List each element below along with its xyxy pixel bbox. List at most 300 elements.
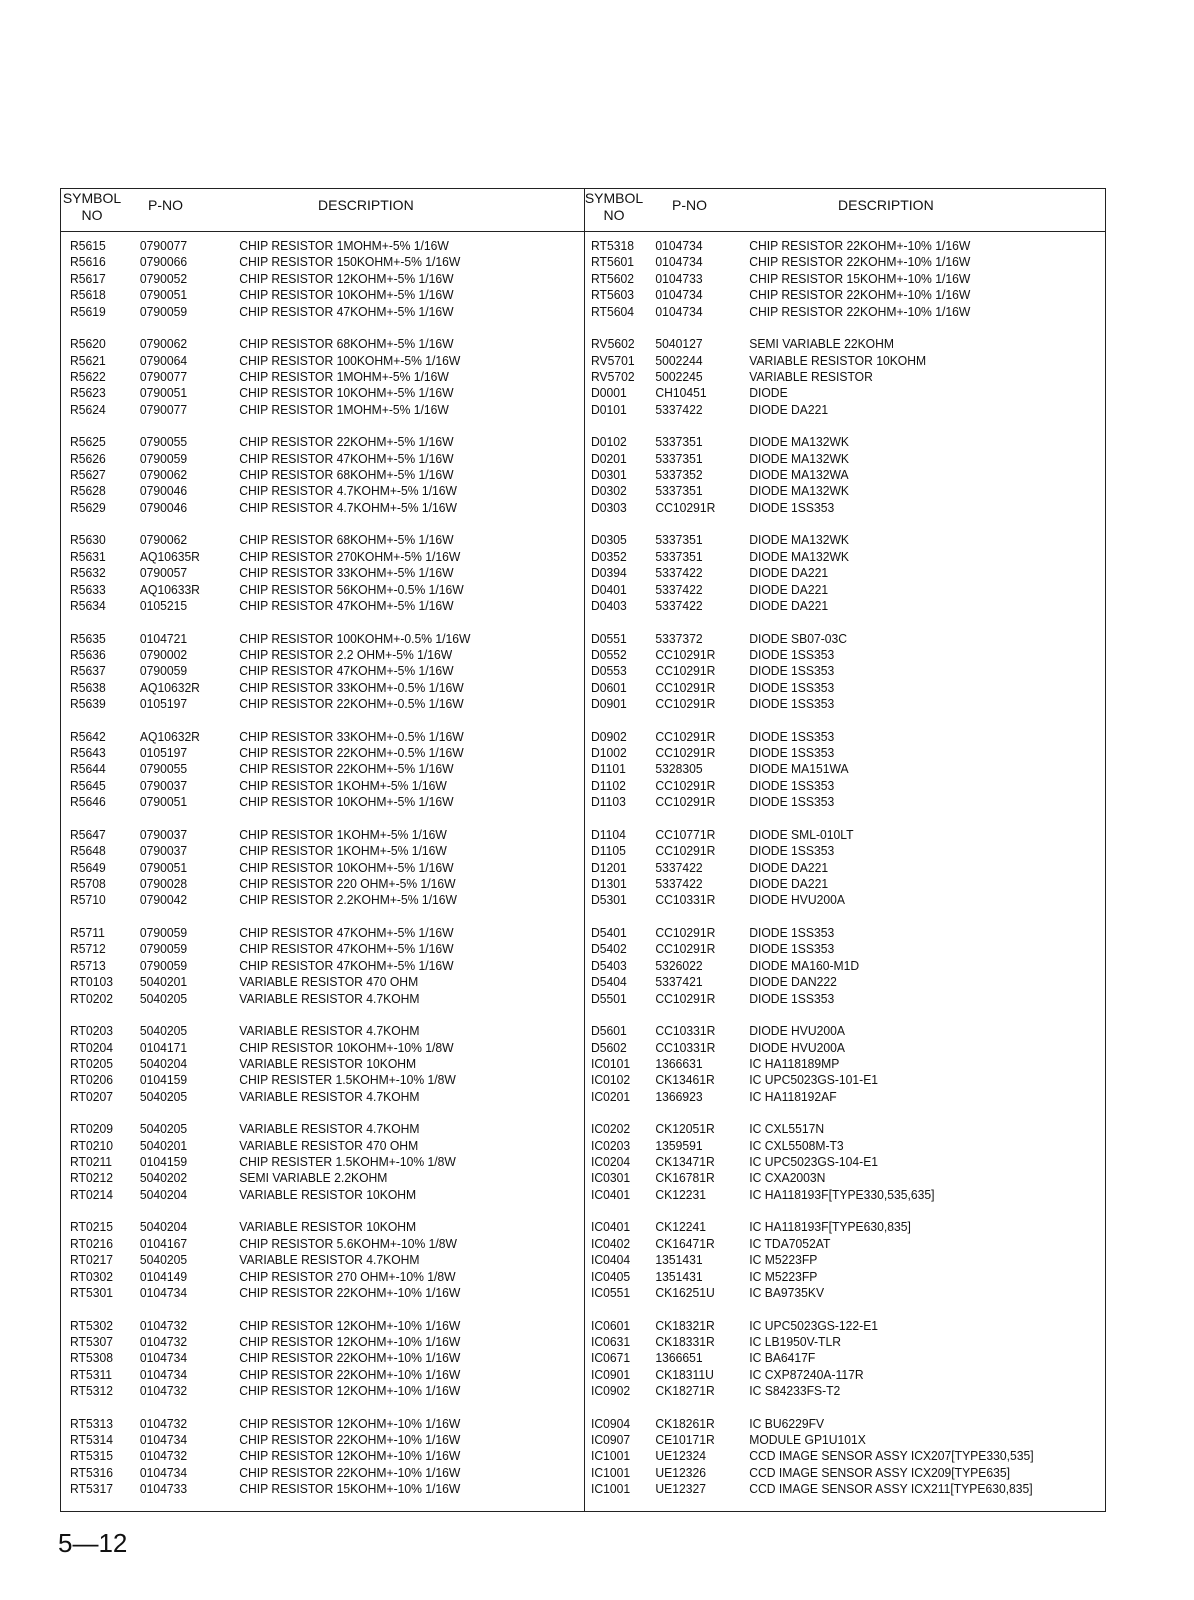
table-row bbox=[70, 1334, 530, 1350]
table-row bbox=[591, 549, 1056, 565]
left-header-pno: P-NO bbox=[148, 197, 183, 213]
description: IC HA118189MP bbox=[749, 1055, 840, 1071]
description: CHIP RESISTOR 33KOHM+-0.5% 1/16W bbox=[239, 679, 464, 695]
parts-group bbox=[591, 1121, 1096, 1203]
symbol-no: RT0203 bbox=[70, 1023, 113, 1039]
left-header-symbol bbox=[60, 190, 124, 224]
part-no: 0790052 bbox=[139, 270, 188, 286]
part-no: 0104734 bbox=[655, 303, 703, 319]
parts-group bbox=[591, 925, 1096, 1007]
right-header-pno: P-NO bbox=[672, 197, 707, 213]
symbol-no: D5402 bbox=[591, 941, 627, 957]
page-number: 5—12 bbox=[58, 1528, 128, 1558]
part-no: 0790062 bbox=[139, 336, 188, 352]
part-no: 5337422 bbox=[655, 876, 703, 892]
part-no: CK12241 bbox=[655, 1219, 706, 1235]
description: CHIP RESISTOR 1MOHM+-5% 1/16W bbox=[239, 368, 449, 384]
table-row bbox=[70, 238, 530, 254]
part-no: 0790028 bbox=[139, 876, 188, 892]
symbol-no: RT0205 bbox=[70, 1055, 113, 1071]
table-row bbox=[70, 532, 530, 548]
description: CHIP RESISTOR 47KOHM+-5% 1/16W bbox=[239, 941, 454, 957]
parts-group bbox=[70, 1023, 570, 1105]
part-no: 0790046 bbox=[139, 499, 188, 515]
table-row bbox=[70, 860, 530, 876]
symbol-no: R5639 bbox=[70, 696, 106, 712]
symbol-no: IC0204 bbox=[591, 1154, 631, 1170]
description: CCD IMAGE SENSOR ASSY ICX207[TYPE330,535] bbox=[749, 1448, 1034, 1464]
symbol-no: IC0902 bbox=[591, 1383, 631, 1399]
part-no: 5328305 bbox=[655, 761, 703, 777]
table-row bbox=[591, 1056, 1056, 1072]
symbol-no: RT0215 bbox=[70, 1219, 113, 1235]
table-row bbox=[70, 549, 530, 565]
symbol-no: R5627 bbox=[70, 467, 106, 483]
part-no: 0104159 bbox=[139, 1072, 188, 1088]
description: CHIP RESISTOR 47KOHM+-5% 1/16W bbox=[239, 303, 454, 319]
table-row bbox=[591, 1023, 1056, 1039]
part-no: 5002244 bbox=[655, 352, 703, 368]
description: CHIP RESISTOR 12KOHM+-10% 1/16W bbox=[239, 1448, 461, 1464]
description: DIODE MA151WA bbox=[749, 761, 849, 777]
part-no: CC10291R bbox=[655, 941, 716, 957]
symbol-no: RT0204 bbox=[70, 1039, 113, 1055]
part-no: 5040201 bbox=[139, 974, 188, 990]
parts-group bbox=[70, 925, 570, 1007]
table-row bbox=[70, 1367, 530, 1383]
symbol-no: R5708 bbox=[70, 876, 106, 892]
table-row bbox=[70, 1350, 530, 1366]
description: CHIP RESISTOR 12KOHM+-5% 1/16W bbox=[239, 270, 454, 286]
part-no: AQ10632R bbox=[139, 728, 200, 744]
symbol-no: R5645 bbox=[70, 777, 106, 793]
symbol-no: R5711 bbox=[70, 924, 105, 940]
description: CHIP RESISTOR 2.2 OHM+-5% 1/16W bbox=[239, 646, 453, 662]
symbol-no: R5630 bbox=[70, 532, 106, 548]
part-no: 0790059 bbox=[139, 924, 188, 940]
part-no: CK16471R bbox=[655, 1235, 715, 1251]
description: DIODE MA132WK bbox=[749, 483, 850, 499]
part-no: CH10451 bbox=[655, 385, 707, 401]
table-row bbox=[591, 1269, 1056, 1285]
symbol-no: IC0551 bbox=[591, 1284, 631, 1300]
parts-group bbox=[70, 1121, 570, 1203]
symbol-no: R5642 bbox=[70, 728, 106, 744]
description: CHIP RESISTOR 10KOHM+-5% 1/16W bbox=[239, 794, 454, 810]
table-row bbox=[591, 843, 1056, 859]
part-no: 5040202 bbox=[139, 1170, 188, 1186]
table-row bbox=[70, 1154, 530, 1170]
symbol-no: RT0210 bbox=[70, 1137, 113, 1153]
symbol-no: IC0404 bbox=[591, 1252, 631, 1268]
table-row bbox=[70, 369, 530, 385]
symbol-no: RT5313 bbox=[70, 1415, 113, 1431]
symbol-no: RT5315 bbox=[70, 1448, 113, 1464]
table-row bbox=[591, 958, 1056, 974]
part-no: AQ10632R bbox=[139, 679, 200, 695]
table-row bbox=[70, 385, 530, 401]
table-row bbox=[591, 974, 1056, 990]
table-row bbox=[591, 304, 1056, 320]
description: CHIP RESISTOR 1KOHM+-5% 1/16W bbox=[239, 826, 447, 842]
table-row bbox=[591, 434, 1056, 450]
table-row bbox=[70, 778, 530, 794]
part-no: CC10291R bbox=[655, 843, 716, 859]
part-no: CK12231 bbox=[655, 1186, 706, 1202]
description: DIODE MA132WK bbox=[749, 548, 850, 564]
part-no: 0104734 bbox=[655, 238, 703, 253]
symbol-no: R5622 bbox=[70, 368, 106, 384]
part-no: CC10291R bbox=[655, 794, 716, 810]
symbol-no: R5628 bbox=[70, 483, 106, 499]
description: CHIP RESISTOR 15KOHM+-10% 1/16W bbox=[239, 1481, 461, 1497]
description: DIODE HVU200A bbox=[749, 892, 845, 908]
parts-group bbox=[591, 532, 1096, 614]
part-no: 0104733 bbox=[655, 270, 703, 286]
table-row bbox=[70, 1269, 530, 1285]
parts-group bbox=[70, 729, 570, 811]
symbol-no: IC1001 bbox=[591, 1481, 631, 1497]
symbol-no: D0303 bbox=[591, 499, 627, 515]
table-row bbox=[70, 451, 530, 467]
part-no: 5337422 bbox=[655, 597, 703, 613]
symbol-no: R5633 bbox=[70, 581, 106, 597]
table-row bbox=[591, 483, 1056, 499]
symbol-no: RT5601 bbox=[591, 254, 634, 270]
description: VARIABLE RESISTOR 10KOHM bbox=[239, 1055, 417, 1071]
parts-group bbox=[70, 827, 570, 909]
symbol-no: R5644 bbox=[70, 761, 106, 777]
symbol-no: RT5317 bbox=[70, 1481, 113, 1497]
part-no: CC10291R bbox=[655, 990, 716, 1006]
table-row bbox=[70, 631, 530, 647]
part-no: 0104721 bbox=[139, 630, 188, 646]
table-row bbox=[70, 958, 530, 974]
part-no: 1366631 bbox=[655, 1055, 703, 1071]
table-row bbox=[591, 876, 1056, 892]
table-row bbox=[70, 402, 530, 418]
symbol-no: D5602 bbox=[591, 1039, 627, 1055]
symbol-no: D0553 bbox=[591, 663, 627, 679]
symbol-no: RT5314 bbox=[70, 1432, 113, 1448]
part-no: 0104171 bbox=[139, 1039, 188, 1055]
symbol-no: D0101 bbox=[591, 401, 627, 417]
table-row bbox=[70, 1481, 530, 1497]
description: CHIP RESISTOR 68KOHM+-5% 1/16W bbox=[239, 467, 454, 483]
symbol-no: R5623 bbox=[70, 385, 106, 401]
table-row bbox=[70, 680, 530, 696]
description: DIODE 1SS353 bbox=[749, 499, 835, 515]
part-no: 1366923 bbox=[655, 1088, 703, 1104]
part-no: 0104732 bbox=[139, 1317, 188, 1333]
symbol-no: R5643 bbox=[70, 745, 106, 761]
table-row bbox=[591, 1465, 1056, 1481]
symbol-no: D1103 bbox=[591, 794, 626, 810]
table-row bbox=[70, 1072, 530, 1088]
description: DIODE MA132WA bbox=[749, 467, 849, 483]
symbol-no: R5713 bbox=[70, 957, 106, 973]
symbol-no: RT5311 bbox=[70, 1366, 113, 1382]
table-row bbox=[591, 729, 1056, 745]
symbol-no: D1201 bbox=[591, 859, 627, 875]
symbol-no: IC0405 bbox=[591, 1268, 631, 1284]
description: DIODE 1SS353 bbox=[749, 794, 835, 810]
description: IC CXA2003N bbox=[749, 1170, 826, 1186]
symbol-no: R5624 bbox=[70, 401, 106, 417]
part-no: 0790077 bbox=[139, 238, 188, 253]
symbol-no: R5648 bbox=[70, 843, 106, 859]
description: CHIP RESISTOR 33KOHM+-5% 1/16W bbox=[239, 565, 454, 581]
part-no: CK16781R bbox=[655, 1170, 715, 1186]
part-no: 0104734 bbox=[139, 1464, 188, 1480]
column-divider bbox=[584, 188, 585, 1512]
description: VARIABLE RESISTOR 10KOHM bbox=[239, 1219, 417, 1235]
symbol-no: RT5308 bbox=[70, 1350, 113, 1366]
symbol-no: RT5602 bbox=[591, 270, 634, 286]
description: CHIP RESISTOR 33KOHM+-0.5% 1/16W bbox=[239, 728, 464, 744]
table-row bbox=[70, 1121, 530, 1137]
part-no: CK13471R bbox=[655, 1154, 715, 1170]
parts-group bbox=[70, 1219, 570, 1301]
parts-group bbox=[591, 1416, 1096, 1498]
table-row bbox=[70, 353, 530, 369]
description: DIODE 1SS353 bbox=[749, 696, 835, 712]
description: DIODE 1SS353 bbox=[749, 941, 835, 957]
part-no: 5337422 bbox=[655, 401, 703, 417]
part-no: 0105215 bbox=[139, 597, 188, 613]
symbol-no: D0403 bbox=[591, 597, 627, 613]
table-row bbox=[70, 876, 530, 892]
description: CHIP RESISTOR 22KOHM+-5% 1/16W bbox=[239, 761, 454, 777]
part-no: 0790077 bbox=[139, 401, 188, 417]
description: CHIP RESISTOR 10KOHM+-5% 1/16W bbox=[239, 385, 454, 401]
description: CHIP RESISTOR 100KOHM+-5% 1/16W bbox=[239, 352, 461, 368]
description: CHIP RESISTOR 1KOHM+-5% 1/16W bbox=[239, 843, 447, 859]
part-no: AQ10633R bbox=[139, 581, 200, 597]
symbol-no: IC0402 bbox=[591, 1235, 631, 1251]
description: IC BA9735KV bbox=[749, 1284, 825, 1300]
symbol-no: IC0203 bbox=[591, 1137, 631, 1153]
right-parts-column bbox=[591, 238, 1096, 1514]
table-row bbox=[591, 1285, 1056, 1301]
description: CHIP RESISTOR 2.2KOHM+-5% 1/16W bbox=[239, 892, 457, 908]
part-no: 0790059 bbox=[139, 303, 188, 319]
table-row bbox=[591, 991, 1056, 1007]
table-row bbox=[70, 1040, 530, 1056]
symbol-no: R5615 bbox=[70, 238, 106, 253]
description: VARIABLE RESISTOR 10KOHM bbox=[749, 352, 927, 368]
table-row bbox=[591, 353, 1056, 369]
header-symbol-line1: SYMBOL bbox=[584, 190, 644, 206]
part-no: 0104167 bbox=[139, 1235, 188, 1251]
description: CHIP RESISTOR 47KOHM+-5% 1/16W bbox=[239, 924, 454, 940]
description: CHIP RESISTOR 10KOHM+-5% 1/16W bbox=[239, 287, 454, 303]
left-parts-column bbox=[70, 238, 570, 1514]
part-no: 0104734 bbox=[139, 1284, 188, 1300]
part-no: 1351431 bbox=[655, 1268, 703, 1284]
header-rule bbox=[60, 231, 1106, 232]
description: CHIP RESISTOR 150KOHM+-5% 1/16W bbox=[239, 254, 461, 270]
table-row bbox=[591, 1138, 1056, 1154]
description: VARIABLE RESISTOR 4.7KOHM bbox=[239, 1088, 420, 1104]
part-no: 5337351 bbox=[655, 532, 703, 548]
description: VARIABLE RESISTOR bbox=[749, 368, 873, 384]
table-row bbox=[70, 729, 530, 745]
table-row bbox=[70, 1089, 530, 1105]
table-row bbox=[70, 941, 530, 957]
table-row bbox=[591, 860, 1056, 876]
description: IC UPC5023GS-122-E1 bbox=[749, 1317, 879, 1333]
table-row bbox=[591, 1219, 1056, 1235]
symbol-no: IC0601 bbox=[591, 1317, 631, 1333]
table-row bbox=[591, 402, 1056, 418]
table-row bbox=[70, 745, 530, 761]
part-no: CC10291R bbox=[655, 777, 716, 793]
symbol-no: D5403 bbox=[591, 957, 627, 973]
part-no: CC10291R bbox=[655, 663, 716, 679]
part-no: 0790051 bbox=[139, 287, 188, 303]
part-no: 0790051 bbox=[139, 385, 188, 401]
symbol-no: D0902 bbox=[591, 728, 627, 744]
parts-group bbox=[70, 631, 570, 713]
symbol-no: RT5312 bbox=[70, 1383, 113, 1399]
table-row bbox=[70, 1285, 530, 1301]
table-row bbox=[591, 663, 1056, 679]
header-symbol-line2: NO bbox=[603, 207, 625, 223]
symbol-no: R5625 bbox=[70, 434, 106, 450]
symbol-no: D0901 bbox=[591, 696, 627, 712]
table-row bbox=[591, 1334, 1056, 1350]
part-no: CC10291R bbox=[655, 696, 716, 712]
table-row bbox=[591, 1448, 1056, 1464]
description: IC M5223FP bbox=[749, 1252, 818, 1268]
table-row bbox=[70, 696, 530, 712]
symbol-no: R5617 bbox=[70, 270, 106, 286]
description: CHIP RESISTOR 100KOHM+-0.5% 1/16W bbox=[239, 630, 471, 646]
part-no: 0790051 bbox=[139, 859, 188, 875]
table-row bbox=[70, 1187, 530, 1203]
symbol-no: R5712 bbox=[70, 941, 106, 957]
table-row bbox=[70, 1448, 530, 1464]
description: CHIP RESISTER 1.5KOHM+-10% 1/8W bbox=[239, 1072, 456, 1088]
part-no: 5040204 bbox=[139, 1219, 188, 1235]
part-no: 0104734 bbox=[139, 1350, 188, 1366]
part-no: 5040127 bbox=[655, 336, 703, 352]
description: CHIP RESISTOR 22KOHM+-10% 1/16W bbox=[239, 1350, 461, 1366]
table-row bbox=[591, 631, 1056, 647]
table-row bbox=[70, 1219, 530, 1235]
symbol-no: RV5702 bbox=[591, 368, 635, 384]
description: DIODE 1SS353 bbox=[749, 777, 835, 793]
description: VARIABLE RESISTOR 4.7KOHM bbox=[239, 1252, 420, 1268]
table-row bbox=[70, 827, 530, 843]
part-no: 0790059 bbox=[139, 663, 188, 679]
symbol-no: R5649 bbox=[70, 859, 106, 875]
parts-group bbox=[591, 434, 1096, 516]
table-row bbox=[591, 1040, 1056, 1056]
part-no: 0104732 bbox=[139, 1415, 188, 1431]
description: IC CXL5508M-T3 bbox=[749, 1137, 844, 1153]
right-header-symbol bbox=[582, 190, 646, 224]
description: SEMI VARIABLE 2.2KOHM bbox=[239, 1170, 388, 1186]
symbol-no: R5626 bbox=[70, 450, 106, 466]
symbol-no: RT0216 bbox=[70, 1235, 113, 1251]
part-no: 0790059 bbox=[139, 957, 188, 973]
part-no: 0790037 bbox=[139, 843, 188, 859]
table-row bbox=[591, 794, 1056, 810]
part-no: 5337351 bbox=[655, 548, 703, 564]
description: DIODE HVU200A bbox=[749, 1023, 845, 1039]
symbol-no: IC0671 bbox=[591, 1350, 631, 1366]
part-no: 5040205 bbox=[139, 1252, 188, 1268]
symbol-no: RT0202 bbox=[70, 990, 113, 1006]
description: CHIP RESISTOR 12KOHM+-10% 1/16W bbox=[239, 1415, 461, 1431]
part-no: 0790037 bbox=[139, 826, 188, 842]
symbol-no: D5501 bbox=[591, 990, 627, 1006]
part-no: 0790059 bbox=[139, 450, 188, 466]
description: CHIP RESISTOR 10KOHM+-5% 1/16W bbox=[239, 859, 454, 875]
description: VARIABLE RESISTOR 4.7KOHM bbox=[239, 1023, 420, 1039]
table-row bbox=[591, 287, 1056, 303]
description: CHIP RESISTER 1.5KOHM+-10% 1/8W bbox=[239, 1154, 456, 1170]
table-row bbox=[70, 304, 530, 320]
part-no: 5040205 bbox=[139, 990, 188, 1006]
table-row bbox=[70, 467, 530, 483]
symbol-no: R5710 bbox=[70, 892, 106, 908]
description: CHIP RESISTOR 56KOHM+-0.5% 1/16W bbox=[239, 581, 464, 597]
description: CHIP RESISTOR 68KOHM+-5% 1/16W bbox=[239, 532, 454, 548]
part-no: 0104734 bbox=[139, 1366, 188, 1382]
symbol-no: RT0302 bbox=[70, 1268, 113, 1284]
parts-group bbox=[591, 1023, 1096, 1105]
part-no: CC10331R bbox=[655, 892, 716, 908]
table-row bbox=[591, 1383, 1056, 1399]
parts-group bbox=[591, 238, 1096, 320]
part-no: 5040204 bbox=[139, 1055, 188, 1071]
table-row bbox=[70, 434, 530, 450]
table-row bbox=[591, 647, 1056, 663]
description: CHIP RESISTOR 22KOHM+-10% 1/16W bbox=[749, 303, 971, 319]
symbol-no: R5621 bbox=[70, 352, 106, 368]
part-no: 1351431 bbox=[655, 1252, 703, 1268]
part-no: 0104734 bbox=[139, 1432, 188, 1448]
parts-group bbox=[591, 1219, 1096, 1301]
symbol-no: IC0101 bbox=[591, 1055, 631, 1071]
table-row bbox=[70, 925, 530, 941]
part-no: CC10771R bbox=[655, 826, 716, 842]
symbol-no: R5619 bbox=[70, 303, 106, 319]
part-no: CC10291R bbox=[655, 728, 716, 744]
parts-group bbox=[70, 532, 570, 614]
table-row bbox=[70, 271, 530, 287]
parts-group bbox=[70, 1318, 570, 1400]
part-no: 0105197 bbox=[139, 696, 188, 712]
description: CHIP RESISTOR 22KOHM+-0.5% 1/16W bbox=[239, 696, 464, 712]
symbol-no: D5601 bbox=[591, 1023, 627, 1039]
table-row bbox=[591, 1416, 1056, 1432]
symbol-no: D5401 bbox=[591, 924, 627, 940]
description: MODULE GP1U101X bbox=[749, 1432, 866, 1448]
table-row bbox=[591, 385, 1056, 401]
symbol-no: RT5307 bbox=[70, 1333, 113, 1349]
symbol-no: D1002 bbox=[591, 745, 627, 761]
description: IC HA118193F[TYPE630,835] bbox=[749, 1219, 911, 1235]
table-row bbox=[591, 500, 1056, 516]
table-row bbox=[591, 827, 1056, 843]
parts-group bbox=[70, 238, 570, 320]
symbol-no: RT0206 bbox=[70, 1072, 113, 1088]
part-no: CK18311U bbox=[655, 1366, 714, 1382]
